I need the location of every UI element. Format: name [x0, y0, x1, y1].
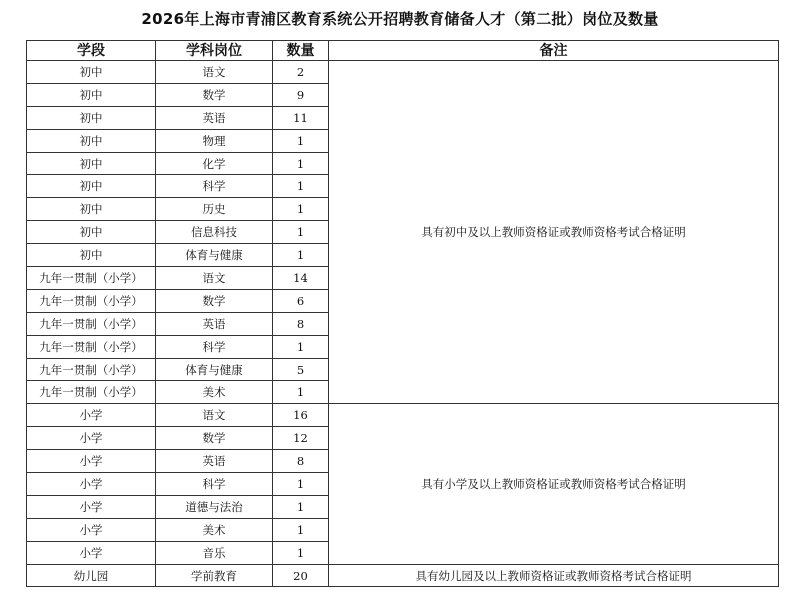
table-row: [27, 61, 779, 84]
cell-count: 16: [273, 404, 329, 427]
cell-stage: 初中: [27, 106, 156, 129]
cell-stage: 初中: [27, 83, 156, 106]
cell-count: 1: [273, 473, 329, 496]
cell-stage: 小学: [27, 495, 156, 518]
cell-stage: 九年一贯制（小学）: [27, 267, 156, 290]
cell-stage: 九年一贯制（小学）: [27, 381, 156, 404]
header-subject: 学科岗位: [156, 41, 273, 61]
cell-count: 1: [273, 129, 329, 152]
cell-count: 9: [273, 83, 329, 106]
cell-subject: 语文: [156, 61, 273, 84]
cell-stage: 初中: [27, 221, 156, 244]
table-header-row: [27, 41, 779, 61]
cell-count: 14: [273, 267, 329, 290]
cell-count: 8: [273, 450, 329, 473]
cell-subject: 学前教育: [156, 564, 273, 587]
cell-subject: 化学: [156, 152, 273, 175]
cell-count: 8: [273, 312, 329, 335]
cell-subject: 科学: [156, 175, 273, 198]
cell-stage: 初中: [27, 129, 156, 152]
cell-stage: 初中: [27, 198, 156, 221]
cell-subject: 音乐: [156, 541, 273, 564]
cell-stage: 小学: [27, 450, 156, 473]
cell-stage: 九年一贯制（小学）: [27, 289, 156, 312]
cell-note: 具有小学及以上教师资格证或教师资格考试合格证明: [329, 404, 779, 564]
table-row: [27, 564, 779, 587]
cell-count: 12: [273, 427, 329, 450]
cell-count: 1: [273, 221, 329, 244]
page-title: 2026年上海市青浦区教育系统公开招聘教育储备人才（第二批）岗位及数量: [141, 10, 659, 28]
cell-count: 1: [273, 495, 329, 518]
cell-subject: 语文: [156, 404, 273, 427]
cell-stage: 初中: [27, 152, 156, 175]
cell-subject: 语文: [156, 267, 273, 290]
cell-subject: 体育与健康: [156, 244, 273, 267]
table-body: [27, 61, 779, 587]
cell-subject: 美术: [156, 518, 273, 541]
cell-count: 1: [273, 541, 329, 564]
cell-subject: 数学: [156, 289, 273, 312]
cell-stage: 小学: [27, 473, 156, 496]
cell-subject: 美术: [156, 381, 273, 404]
cell-count: 1: [273, 381, 329, 404]
cell-subject: 道德与法治: [156, 495, 273, 518]
cell-subject: 历史: [156, 198, 273, 221]
cell-stage: 初中: [27, 244, 156, 267]
cell-subject: 英语: [156, 450, 273, 473]
cell-note: 具有初中及以上教师资格证或教师资格考试合格证明: [329, 61, 779, 404]
cell-subject: 信息科技: [156, 221, 273, 244]
cell-stage: 初中: [27, 175, 156, 198]
cell-subject: 体育与健康: [156, 358, 273, 381]
cell-count: 1: [273, 335, 329, 358]
cell-subject: 数学: [156, 427, 273, 450]
cell-count: 11: [273, 106, 329, 129]
cell-stage: 小学: [27, 427, 156, 450]
cell-stage: 小学: [27, 541, 156, 564]
cell-stage: 初中: [27, 61, 156, 84]
cell-count: 1: [273, 518, 329, 541]
cell-stage: 九年一贯制（小学）: [27, 335, 156, 358]
table-row: [27, 404, 779, 427]
cell-note: 具有幼儿园及以上教师资格证或教师资格考试合格证明: [329, 564, 779, 587]
cell-subject: 物理: [156, 129, 273, 152]
cell-count: 2: [273, 61, 329, 84]
cell-count: 1: [273, 152, 329, 175]
cell-stage: 小学: [27, 404, 156, 427]
header-notes: 备注: [329, 41, 779, 61]
cell-subject: 英语: [156, 106, 273, 129]
cell-count: 1: [273, 198, 329, 221]
cell-subject: 英语: [156, 312, 273, 335]
cell-count: 1: [273, 175, 329, 198]
header-stage: 学段: [27, 41, 156, 61]
cell-count: 20: [273, 564, 329, 587]
cell-subject: 科学: [156, 335, 273, 358]
cell-count: 5: [273, 358, 329, 381]
header-count: 数量: [273, 41, 329, 61]
positions-table: [26, 40, 779, 587]
cell-count: 6: [273, 289, 329, 312]
cell-stage: 九年一贯制（小学）: [27, 358, 156, 381]
cell-stage: 幼儿园: [27, 564, 156, 587]
cell-subject: 数学: [156, 83, 273, 106]
cell-stage: 小学: [27, 518, 156, 541]
cell-stage: 九年一贯制（小学）: [27, 312, 156, 335]
cell-count: 1: [273, 244, 329, 267]
cell-subject: 科学: [156, 473, 273, 496]
